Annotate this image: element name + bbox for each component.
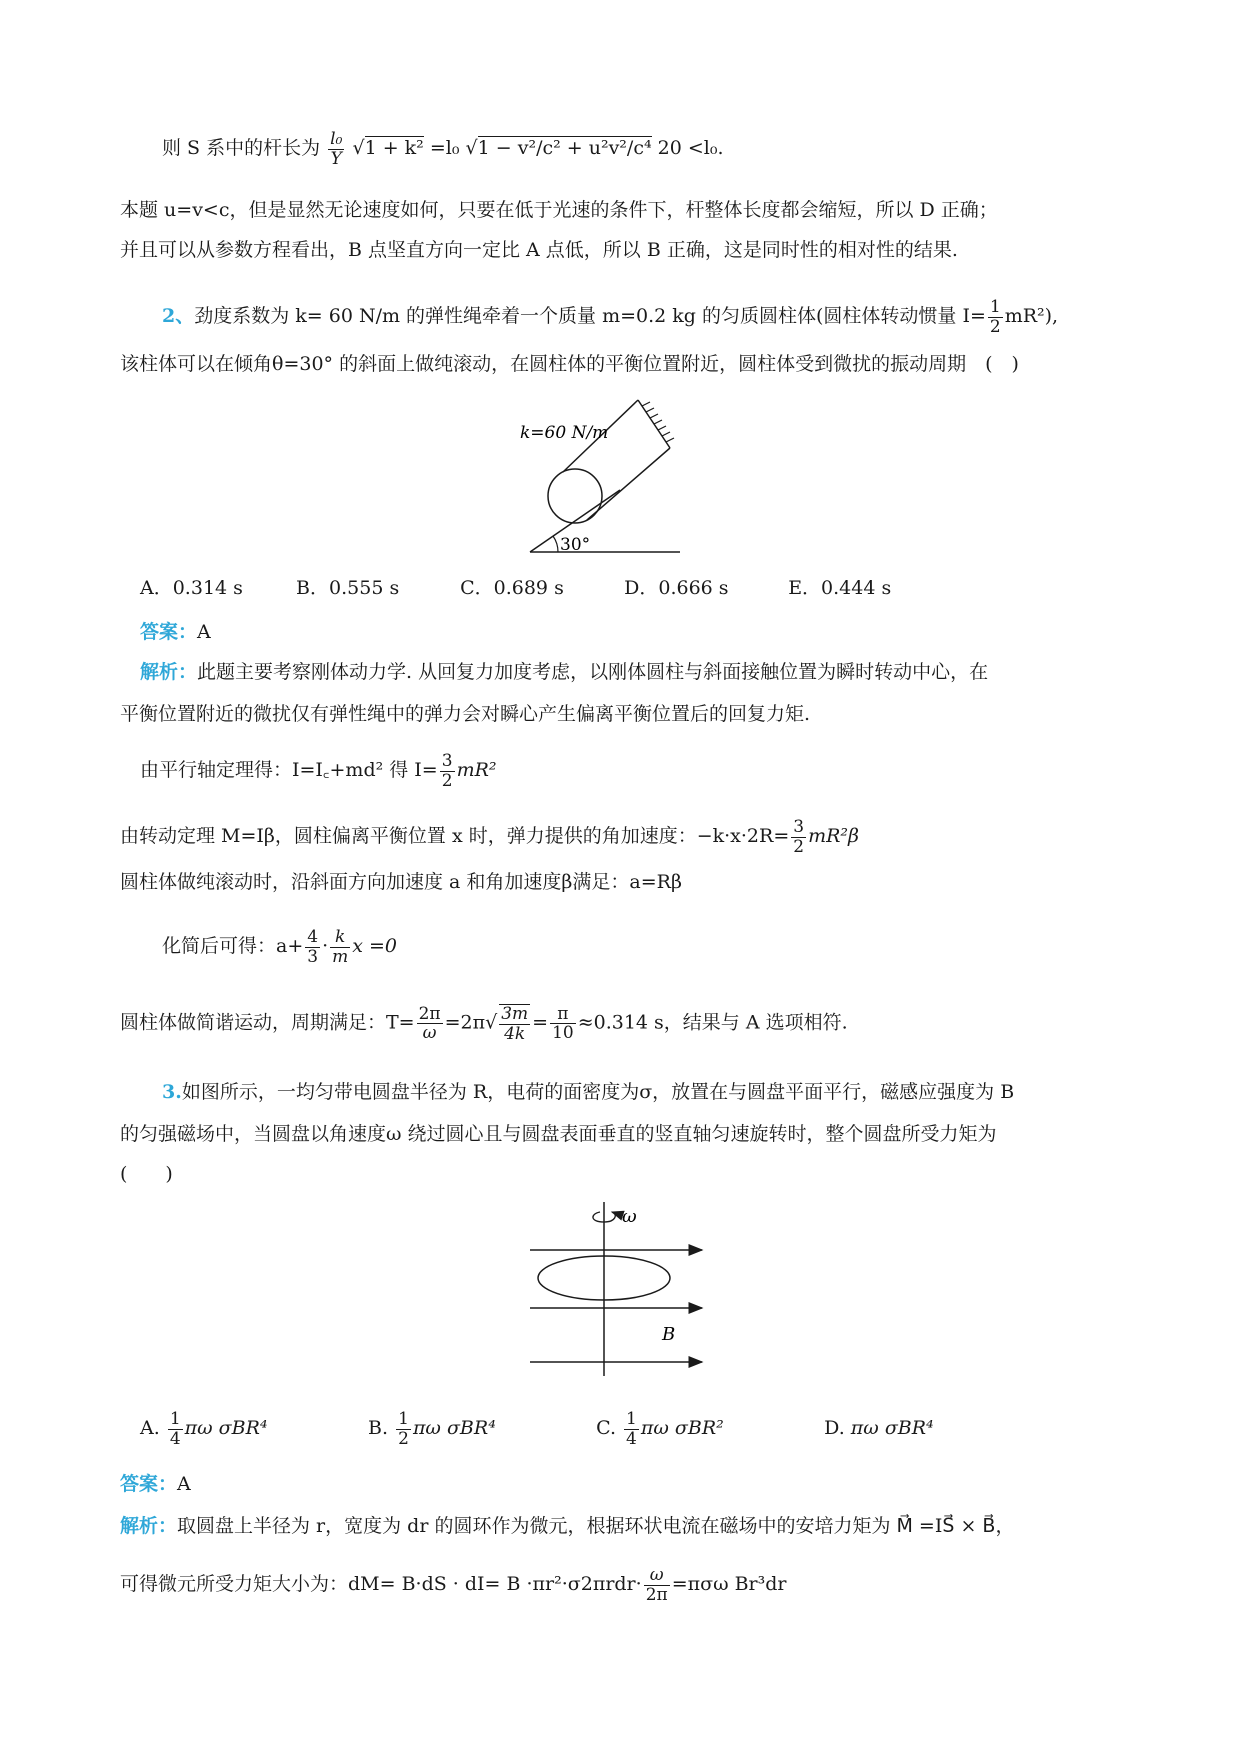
eq-1-prefix: 由平行轴定理得：I=I꜀+md² 得 I= <box>140 759 438 782</box>
frac-den: Υ <box>330 148 342 169</box>
answer-value: A <box>197 621 211 643</box>
eq-1-tail: mR² <box>456 759 497 782</box>
frac-num: 1 <box>398 1409 409 1429</box>
q2-options <box>140 574 891 602</box>
fraction <box>440 752 455 790</box>
figure-label-angle: 30° <box>560 535 591 555</box>
equals: = <box>532 1011 549 1034</box>
frac-num: k <box>330 928 350 948</box>
fraction <box>791 818 806 856</box>
frac-den: 3 <box>307 946 319 967</box>
analysis-label: 解析： <box>140 661 198 683</box>
eq-5-tail: ≈0.314 s，结果与 A 选项相符. <box>577 1011 848 1034</box>
q3-answer <box>120 1470 191 1498</box>
option-letter: A. <box>140 1417 160 1440</box>
frac-num: 3m <box>501 1004 529 1024</box>
q3-option-b[interactable] <box>368 1410 590 1448</box>
q2-analysis-line-1 <box>140 658 988 686</box>
q3-analysis-line-1 <box>120 1512 1014 1540</box>
q3-analysis-line-2 <box>120 1566 787 1604</box>
frac-den: 10 <box>552 1023 574 1044</box>
frac-den: 2 <box>441 770 453 791</box>
q2-text-1: 劲度系数为 k= 60 N/m 的弹性绳牵着一个质量 m=0.2 kg 的匀质圆柱体(圆柱体转动惯量 I= <box>194 305 986 328</box>
frac-den: 2 <box>793 836 805 857</box>
frac-num: 1 <box>989 297 1001 317</box>
sqrt-fraction <box>499 1004 530 1043</box>
frac-den: 2 <box>989 316 1001 337</box>
option-tail: πω σBR⁴ <box>850 1417 934 1440</box>
frac-den: 4 <box>626 1428 637 1449</box>
figure-label-omega: ω <box>622 1206 637 1227</box>
q3-stem-line-2: 的匀强磁场中，当圆盘以角速度ω 绕过圆心且与圆盘表面垂直的竖直轴匀速旋转时，整个圆盘所受力矩为 <box>120 1123 997 1145</box>
q3-option-a[interactable] <box>140 1410 362 1448</box>
frac-num: 3 <box>793 817 805 837</box>
option-tail: πω σBR⁴ <box>412 1417 496 1440</box>
figure-label-b: B <box>662 1324 676 1345</box>
sqrt-content-2: 1 − v²/c² + u²v²/c⁴ <box>477 137 652 160</box>
frac-den: 4k <box>504 1023 526 1044</box>
frac-num: 2π <box>418 1003 441 1024</box>
answer-value: A <box>177 1473 191 1495</box>
prev-line-1 <box>162 130 724 168</box>
q2-option-a[interactable]: A．0.314 s <box>140 577 243 599</box>
eq-2-prefix: 由转动定理 M=Iβ，圆柱偏离平衡位置 x 时，弹力提供的角加速度：−k·x·2R= <box>120 825 790 848</box>
q3-text-1: 如图所示，一均匀带电圆盘半径为 R，电荷的面密度为σ，放置在与圆盘平面平行，磁感应强度为 B <box>181 1081 1015 1103</box>
frac-num: l₀ <box>330 129 343 149</box>
fraction <box>417 1005 443 1043</box>
angle-arc <box>553 536 558 552</box>
frac-den: 2π <box>645 1584 668 1605</box>
fraction <box>550 1005 576 1043</box>
figure-label-k: k=60 N/m <box>520 423 609 443</box>
option-letter: C. <box>596 1417 616 1440</box>
frac-num: 4 <box>307 927 319 947</box>
equals-l0: =l₀ <box>429 137 460 160</box>
q3-number: 3. <box>162 1081 182 1103</box>
q2-analysis-line-2: 平衡位置附近的微扰仅有弹性绳中的弹力会对瞬心产生偏离平衡位置后的回复力矩. <box>120 703 811 725</box>
q2-text-1-tail: mR²), <box>1004 305 1059 328</box>
fraction <box>328 130 344 168</box>
prev-line-3: 并且可以从参数方程看出，B 点坚直方向一定比 A 点低，所以 B 正确，这是同时性的相对性的结果. <box>120 239 958 261</box>
fraction <box>305 928 320 966</box>
analysis-2-prefix: 可得微元所受力矩大小为：dM= B·dS · dI= B ·πr²·σ2πrdr· <box>120 1573 642 1596</box>
q2-eq-2 <box>120 818 859 856</box>
fraction <box>644 1566 670 1604</box>
frac-den: ω <box>422 1023 437 1044</box>
analysis-text: 取圆盘上半径为 r，宽度为 dr 的圆环作为微元，根据环状电流在磁场中的安培力矩为 M⃗ =IS⃗ × B⃗， <box>177 1515 1015 1537</box>
q3-options <box>140 1410 934 1448</box>
q3-option-d[interactable] <box>824 1414 934 1442</box>
sqrt-sign-2: √ <box>465 137 478 160</box>
q3-option-c[interactable] <box>596 1410 818 1448</box>
prev-line-1-tail: 20 <l₀. <box>657 137 724 160</box>
eq-5-mid: =2π <box>444 1011 486 1034</box>
q2-number: 2、 <box>162 305 195 328</box>
eq-4-tail: x =0 <box>352 935 398 958</box>
analysis-2-tail: =πσω Br³dr <box>671 1573 787 1596</box>
sqrt-sign: √ <box>352 137 365 160</box>
option-letter: D. <box>824 1417 845 1440</box>
q2-eq-4 <box>162 928 397 966</box>
q3-stem-line-3: ( ) <box>120 1163 173 1185</box>
frac-num: 1 <box>169 1409 181 1429</box>
q2-eq-5 <box>120 1004 848 1043</box>
eq-2-tail: mR²β <box>808 825 860 848</box>
eq-5-prefix: 圆柱体做简谐运动，周期满足：T= <box>120 1011 415 1034</box>
analysis-text: 此题主要考察刚体动力学. 从回复力加度考虑，以刚体圆柱与斜面接触位置为瞬时转动中心，在 <box>197 661 989 683</box>
sqrt-sign: √ <box>485 1011 498 1034</box>
q3-stem-line-1 <box>162 1078 1014 1106</box>
answer-label: 答案： <box>120 1473 178 1495</box>
analysis-label: 解析： <box>120 1515 178 1537</box>
option-tail: πω σBR² <box>640 1417 724 1440</box>
q2-option-b[interactable]: B．0.555 s <box>296 577 400 599</box>
frac-den: m <box>332 946 349 967</box>
incline-figure <box>520 390 720 565</box>
prev-line-2: 本题 u=v<c，但是显然无论速度如何，只要在低于光速的条件下，杆整体长度都会缩短，所以 D 正确； <box>120 199 998 221</box>
fraction <box>988 298 1003 336</box>
fraction <box>624 1410 639 1448</box>
sqrt-content: 1 + k² <box>364 137 424 160</box>
dot: · <box>322 935 329 958</box>
q2-eq-3: 圆柱体做纯滚动时，沿斜面方向加速度 a 和角加速度β满足：a=Rβ <box>120 871 682 893</box>
fraction <box>168 1410 183 1448</box>
frac-num: 1 <box>626 1409 637 1429</box>
eq-4-prefix: 化简后可得：a+ <box>162 935 304 958</box>
option-tail: πω σBR⁴ <box>184 1417 268 1440</box>
fraction <box>330 928 350 966</box>
answer-label: 答案： <box>140 621 198 643</box>
fraction <box>396 1410 411 1448</box>
q2-stem-line-1 <box>162 298 1058 336</box>
prev-line-1-prefix: 则 S 系中的杆长为 <box>162 137 321 160</box>
frac-num: 3 <box>441 751 453 771</box>
frac-num: ω <box>644 1566 670 1586</box>
q2-option-e[interactable]: E．0.444 s <box>788 577 892 599</box>
frac-den: 4 <box>169 1428 181 1449</box>
q2-option-d[interactable]: D．0.666 s <box>624 577 729 599</box>
q2-answer <box>140 618 211 646</box>
q2-eq-1 <box>140 752 497 790</box>
q2-stem-line-2: 该柱体可以在倾角θ=30° 的斜面上做纯滚动，在圆柱体的平衡位置附近，圆柱体受到微扰的振动周期 ( ) <box>120 353 1019 375</box>
disc-figure <box>520 1200 720 1380</box>
q2-option-c[interactable]: C．0.689 s <box>460 577 564 599</box>
frac-num: π <box>550 1005 576 1025</box>
option-letter: B. <box>368 1417 389 1440</box>
frac-den: 2 <box>398 1428 409 1449</box>
wall-hatch <box>642 402 674 442</box>
